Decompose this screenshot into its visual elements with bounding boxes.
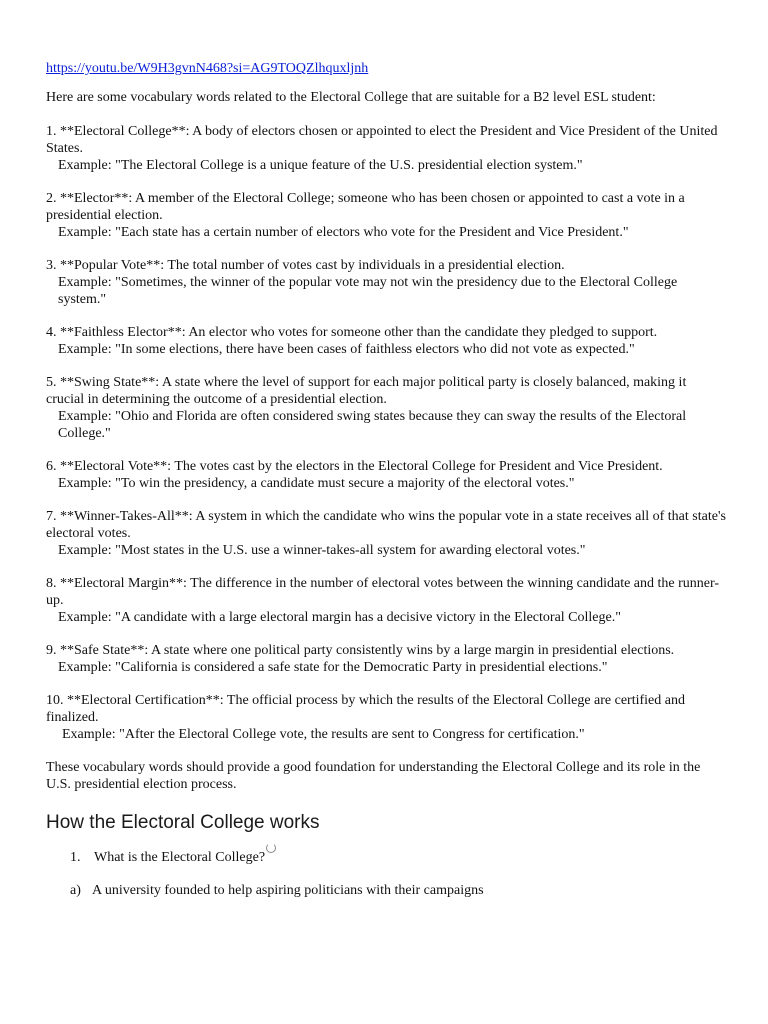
option-letter: a) <box>70 883 81 898</box>
intro-paragraph: Here are some vocabulary words related to the Electoral College that are suitable for a B2 level ESL student: <box>46 90 656 105</box>
vocab-example: Example: "Each state has a certain number of electors who vote for the President and Vice President." <box>58 225 629 240</box>
vocab-definition: 1. **Electoral College**: A body of electors chosen or appointed to elect the President and Vice President of the United States. <box>46 124 718 156</box>
vocab-item-8 <box>46 575 726 626</box>
vocab-definition: 5. **Swing State**: A state where the level of support for each major political party is closely balanced, making it crucial in determining the outcome of a presidential election. <box>46 375 687 407</box>
vocab-example: Example: "Most states in the U.S. use a winner-takes-all system for awarding electoral votes." <box>58 543 586 558</box>
vocab-item-4 <box>46 324 726 358</box>
vocab-item-3 <box>46 257 726 308</box>
vocab-example: Example: "California is considered a safe state for the Democratic Party in presidential elections." <box>58 660 608 675</box>
document-page <box>46 60 726 915</box>
question-number: 1. <box>70 850 81 865</box>
loading-spinner-icon <box>266 843 276 853</box>
vocab-definition: 7. **Winner-Takes-All**: A system in which the candidate who wins the popular vote in a state receives all of that state's electoral votes. <box>46 509 726 541</box>
vocab-example: Example: "Ohio and Florida are often considered swing states because they can sway the results of the Electoral College." <box>58 409 687 441</box>
vocab-example: Example: "Sometimes, the winner of the popular vote may not win the presidency due to the Electoral College system." <box>58 275 678 307</box>
vocab-example: Example: "To win the presidency, a candidate must secure a majority of the electoral votes." <box>58 476 575 491</box>
vocab-item-5 <box>46 374 726 442</box>
vocab-definition: 3. **Popular Vote**: The total number of votes cast by individuals in a presidential election. <box>46 258 565 273</box>
youtube-link[interactable]: https://youtu.be/W9H3gvnN468?si=AG9TOQZlhquxljnh <box>46 61 369 76</box>
vocab-example: Example: "A candidate with a large electoral margin has a decisive victory in the Electoral College." <box>58 610 621 625</box>
vocab-item-9 <box>46 642 726 676</box>
closing-paragraph: These vocabulary words should provide a good foundation for understanding the Electoral College and its role in the U.S. presidential election process. <box>46 760 701 792</box>
vocab-definition: 8. **Electoral Margin**: The difference in the number of electoral votes between the winning candidate and the runner-up. <box>46 576 720 608</box>
vocab-item-1 <box>46 123 726 174</box>
vocab-item-2 <box>46 190 726 241</box>
vocab-item-10 <box>46 692 726 743</box>
vocab-definition: 6. **Electoral Vote**: The votes cast by the electors in the Electoral College for President and Vice President. <box>46 459 663 474</box>
vocab-item-6 <box>46 458 726 492</box>
vocab-definition: 2. **Elector**: A member of the Electoral College; someone who has been chosen or appointed to cast a vote in a presidential election. <box>46 191 685 223</box>
quiz-option <box>46 882 726 899</box>
vocab-example: Example: "In some elections, there have been cases of faithless electors who did not vote as expected." <box>58 342 635 357</box>
question-text: What is the Electoral College? <box>94 850 266 865</box>
vocab-definition: 9. **Safe State**: A state where one political party consistently wins by a large margin in presidential elections. <box>46 643 675 658</box>
vocab-definition: 10. **Electoral Certification**: The official process by which the results of the Electoral College are certified and finalized. <box>46 693 685 725</box>
option-text: A university founded to help aspiring politicians with their campaigns <box>92 883 484 898</box>
vocab-item-7 <box>46 508 726 559</box>
quiz-question <box>46 849 726 866</box>
vocab-definition: 4. **Faithless Elector**: An elector who votes for someone other than the candidate they pledged to support. <box>46 325 658 340</box>
vocab-example: Example: "The Electoral College is a unique feature of the U.S. presidential election system." <box>58 158 583 173</box>
vocab-example: Example: "After the Electoral College vote, the results are sent to Congress for certification." <box>62 727 585 742</box>
section-heading: How the Electoral College works <box>46 812 320 833</box>
